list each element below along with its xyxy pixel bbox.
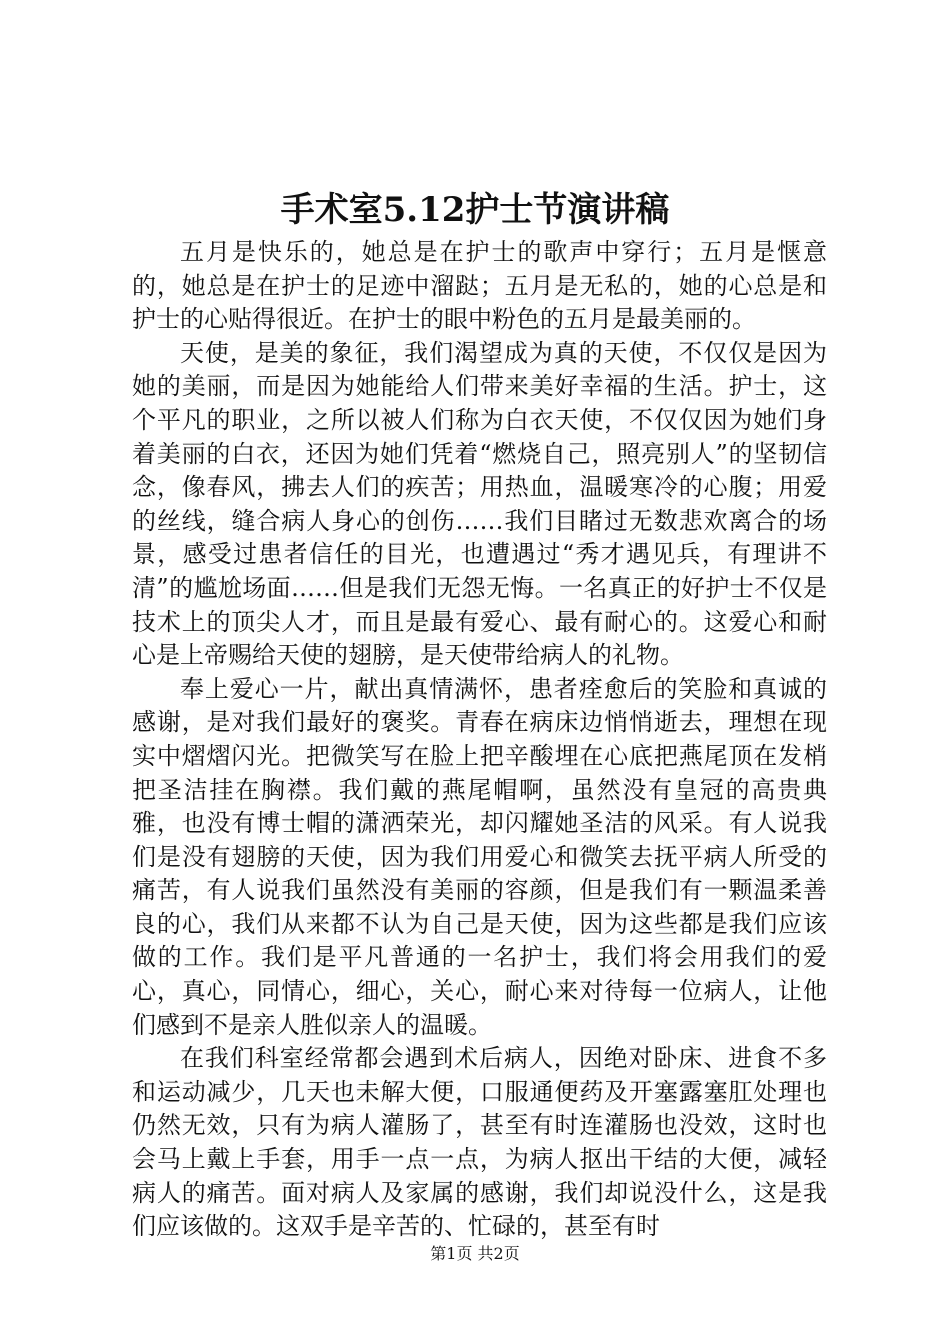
paragraph-3: 奉上爱心一片，献出真情满怀，患者痊愈后的笑脸和真诚的感谢，是对我们最好的褒奖。青春在病床边悄悄逝去，理想在现实中熠熠闪光。把微笑写在脸上把辛酸埋在心底把燕尾顶在发梢把圣洁挂在胸襟。我们戴的燕尾帽啊，虽然没有皇冠的高贵典雅，也没有博士帽的潇洒荣光，却闪耀她圣洁的风采。有人说我们是没有翅膀的天使，因为我们用爱心和微笑去抚平病人所受的痛苦，有人说我们虽然没有美丽的容颜，但是我们有一颗温柔善良的心，我们从来都不认为自己是天使，因为这些都是我们应该做的工作。我们是平凡普通的一名护士，我们将会用我们的爱心，真心，同情心，细心，关心，耐心来对待每一位病人，让他们感到不是亲人胜似亲人的温暖。: [132, 674, 827, 1039]
paragraph-1: 五月是快乐的，她总是在护士的歌声中穿行；五月是惬意的，她总是在护士的足迹中溜跶；五月是无私的，她的心总是和护士的心贴得很近。在护士的眼中粉色的五月是最美丽的。: [132, 238, 827, 334]
page-number-footer: 第1页 共2页: [430, 1244, 520, 1263]
paragraph-4: 在我们科室经常都会遇到术后病人，因绝对卧床、进食不多和运动减少，几天也未解大便，口服通便药及开塞露塞肛处理也仍然无效，只有为病人灌肠了，甚至有时连灌肠也没效，这时也会马上戴上手套，用手一点一点，为病人抠出干结的大便，减轻病人的痛苦。面对病人及家属的感谢，我们却说没什么，这是我们应该做的。这双手是辛苦的、忙碌的，甚至有时: [132, 1044, 827, 1241]
document-body: [132, 236, 827, 1244]
paragraph-2: 天使，是美的象征，我们渴望成为真的天使，不仅仅是因为她的美丽，而是因为她能给人们带来美好幸福的生活。护士，这个平凡的职业，之所以被人们称为白衣天使，不仅仅因为她们身着美丽的白衣，还因为她们凭着“燃烧自己，照亮别人”的坚韧信念，像春风，拂去人们的疾苦；用热血，温暖寒冷的心腹；用爱的丝线，缝合病人身心的创伤……我们目睹过无数悲欢离合的场景，感受过患者信任的目光，也遭遇过“秀才遇见兵，有理讲不清”的尴尬场面……但是我们无怨无悔。一名真正的好护士不仅是技术上的顶尖人才，而且是最有爱心、最有耐心的。这爱心和耐心是上帝赐给天使的翅膀，是天使带给病人的礼物。: [132, 338, 827, 670]
document-title: 手术室5.12护士节演讲稿: [280, 190, 670, 230]
